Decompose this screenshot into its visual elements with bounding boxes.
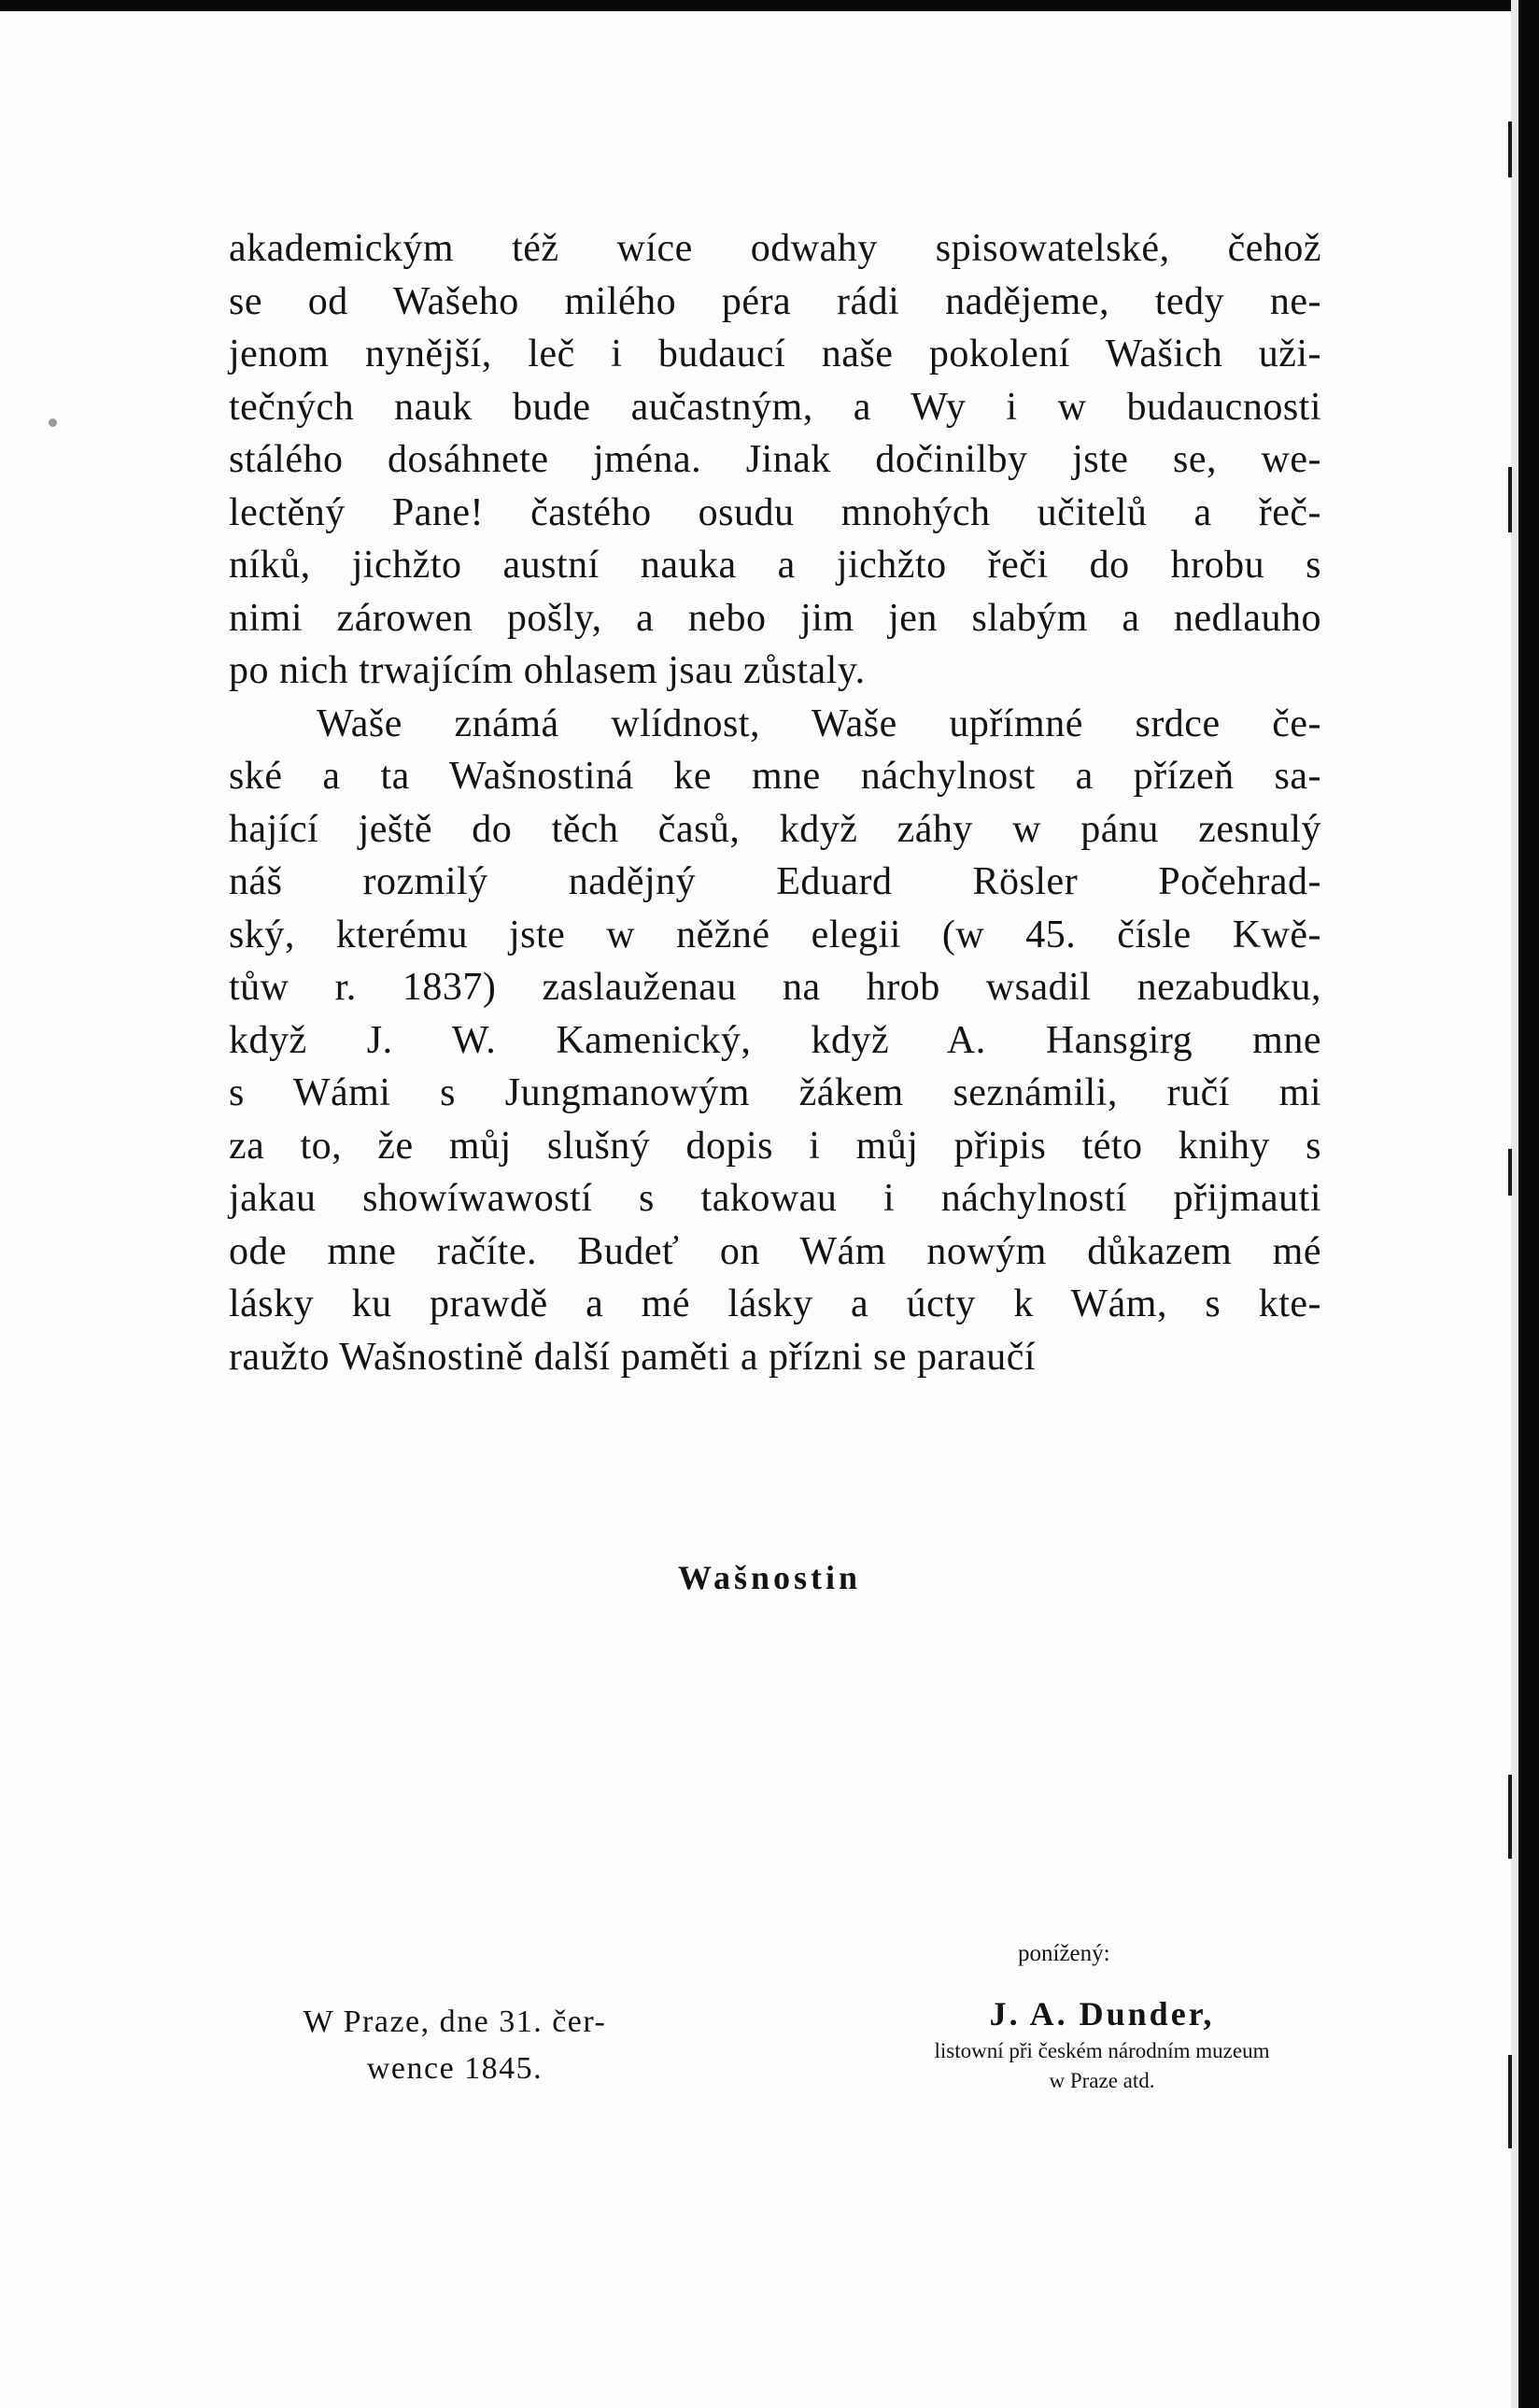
text-line: jakau showíwawostí s takowau i náchylností přijmauti bbox=[229, 1177, 1321, 1220]
text-line: náš rozmilý nadějný Eduard Rösler Počehrad- bbox=[229, 860, 1321, 903]
text-line: nimi zárowen pošly, a nebo jim jen slabým a nedlauho bbox=[229, 596, 1321, 640]
scan-edge-mark bbox=[1508, 1149, 1512, 1196]
text-line: raužto Wašnostině další paměti a přízni se paraučí bbox=[229, 1335, 1037, 1379]
text-line: stálého dosáhnete jména. Jinak dočinilby jste se, we- bbox=[229, 438, 1321, 481]
scan-edge-mark bbox=[1508, 467, 1512, 532]
signer-block bbox=[840, 1991, 1363, 2096]
text-line: akademickým též wíce odwahy spisowatelské, čehož bbox=[229, 227, 1321, 270]
text-line: když J. W. Kamenický, když A. Hansgirg mne bbox=[229, 1018, 1321, 1062]
signer-title: w Praze atd. bbox=[1049, 2069, 1155, 2092]
scan-edge-mark bbox=[1508, 1775, 1512, 1859]
text-line: tůw r. 1837) zaslauženau na hrob wsadil nezabudku, bbox=[229, 966, 1321, 1009]
scan-page-gutter bbox=[1511, 0, 1518, 2408]
text-line: ský, kterému jste w něžné elegii (w 45. čísle Kwě- bbox=[229, 913, 1321, 956]
text-line: s Wámi s Jungmanowým žákem seznámili, ručí mi bbox=[229, 1071, 1321, 1114]
place-date-line: wence 1845. bbox=[366, 2051, 544, 2086]
place-date-line: W Praze, dne 31. čer- bbox=[303, 2004, 607, 2039]
text-line: za to, že můj slušný dopis i můj připis této knihy s bbox=[229, 1124, 1321, 1168]
scan-edge-mark bbox=[1508, 2055, 1512, 2148]
text-line: lectěný Pane! častého osudu mnohých učitelů a řeč- bbox=[229, 490, 1321, 534]
text-line: Waše známá wlídnost, Waše upřímné srdce če- bbox=[317, 701, 1321, 745]
scan-top-border bbox=[0, 0, 1539, 11]
text-line: lásky ku prawdě a mé lásky a úcty k Wám, s kte- bbox=[229, 1282, 1321, 1325]
signer-title: listowní při českém národním muzeum bbox=[934, 2039, 1270, 2062]
place-and-date bbox=[245, 1999, 665, 2092]
scan-right-border bbox=[1518, 0, 1539, 2408]
text-line: hající ještě do těch časů, když záhy w pánu zesnulý bbox=[229, 807, 1321, 851]
text-line: tečných nauk bude aučastným, a Wy i w budaucnosti bbox=[229, 385, 1321, 429]
text-line: po nich trwajícím ohlasem jsau zůstaly. bbox=[229, 649, 866, 692]
scan-speck bbox=[49, 418, 57, 427]
text-line: ode mne račíte. Budeť on Wám nowým důkazem mé bbox=[229, 1229, 1321, 1273]
dedication-body bbox=[229, 222, 1321, 1383]
signatory-label: ponížený: bbox=[1018, 1941, 1110, 1966]
closing-salutation: Wašnostin bbox=[677, 1559, 862, 1596]
text-line: se od Wašeho milého péra rádi nadějeme, tedy ne- bbox=[229, 279, 1321, 323]
text-line: ské a ta Wašnostiná ke mne náchylnost a přízeň sa- bbox=[229, 755, 1321, 798]
scan-edge-mark bbox=[1508, 121, 1512, 177]
text-line: níků, jichžto austní nauka a jichžto řeči do hrobu s bbox=[229, 544, 1321, 587]
signer-name: J. A. Dunder, bbox=[989, 1995, 1215, 2033]
text-line: jenom nynější, leč i budaucí naše pokolení Wašich uži- bbox=[229, 333, 1321, 375]
